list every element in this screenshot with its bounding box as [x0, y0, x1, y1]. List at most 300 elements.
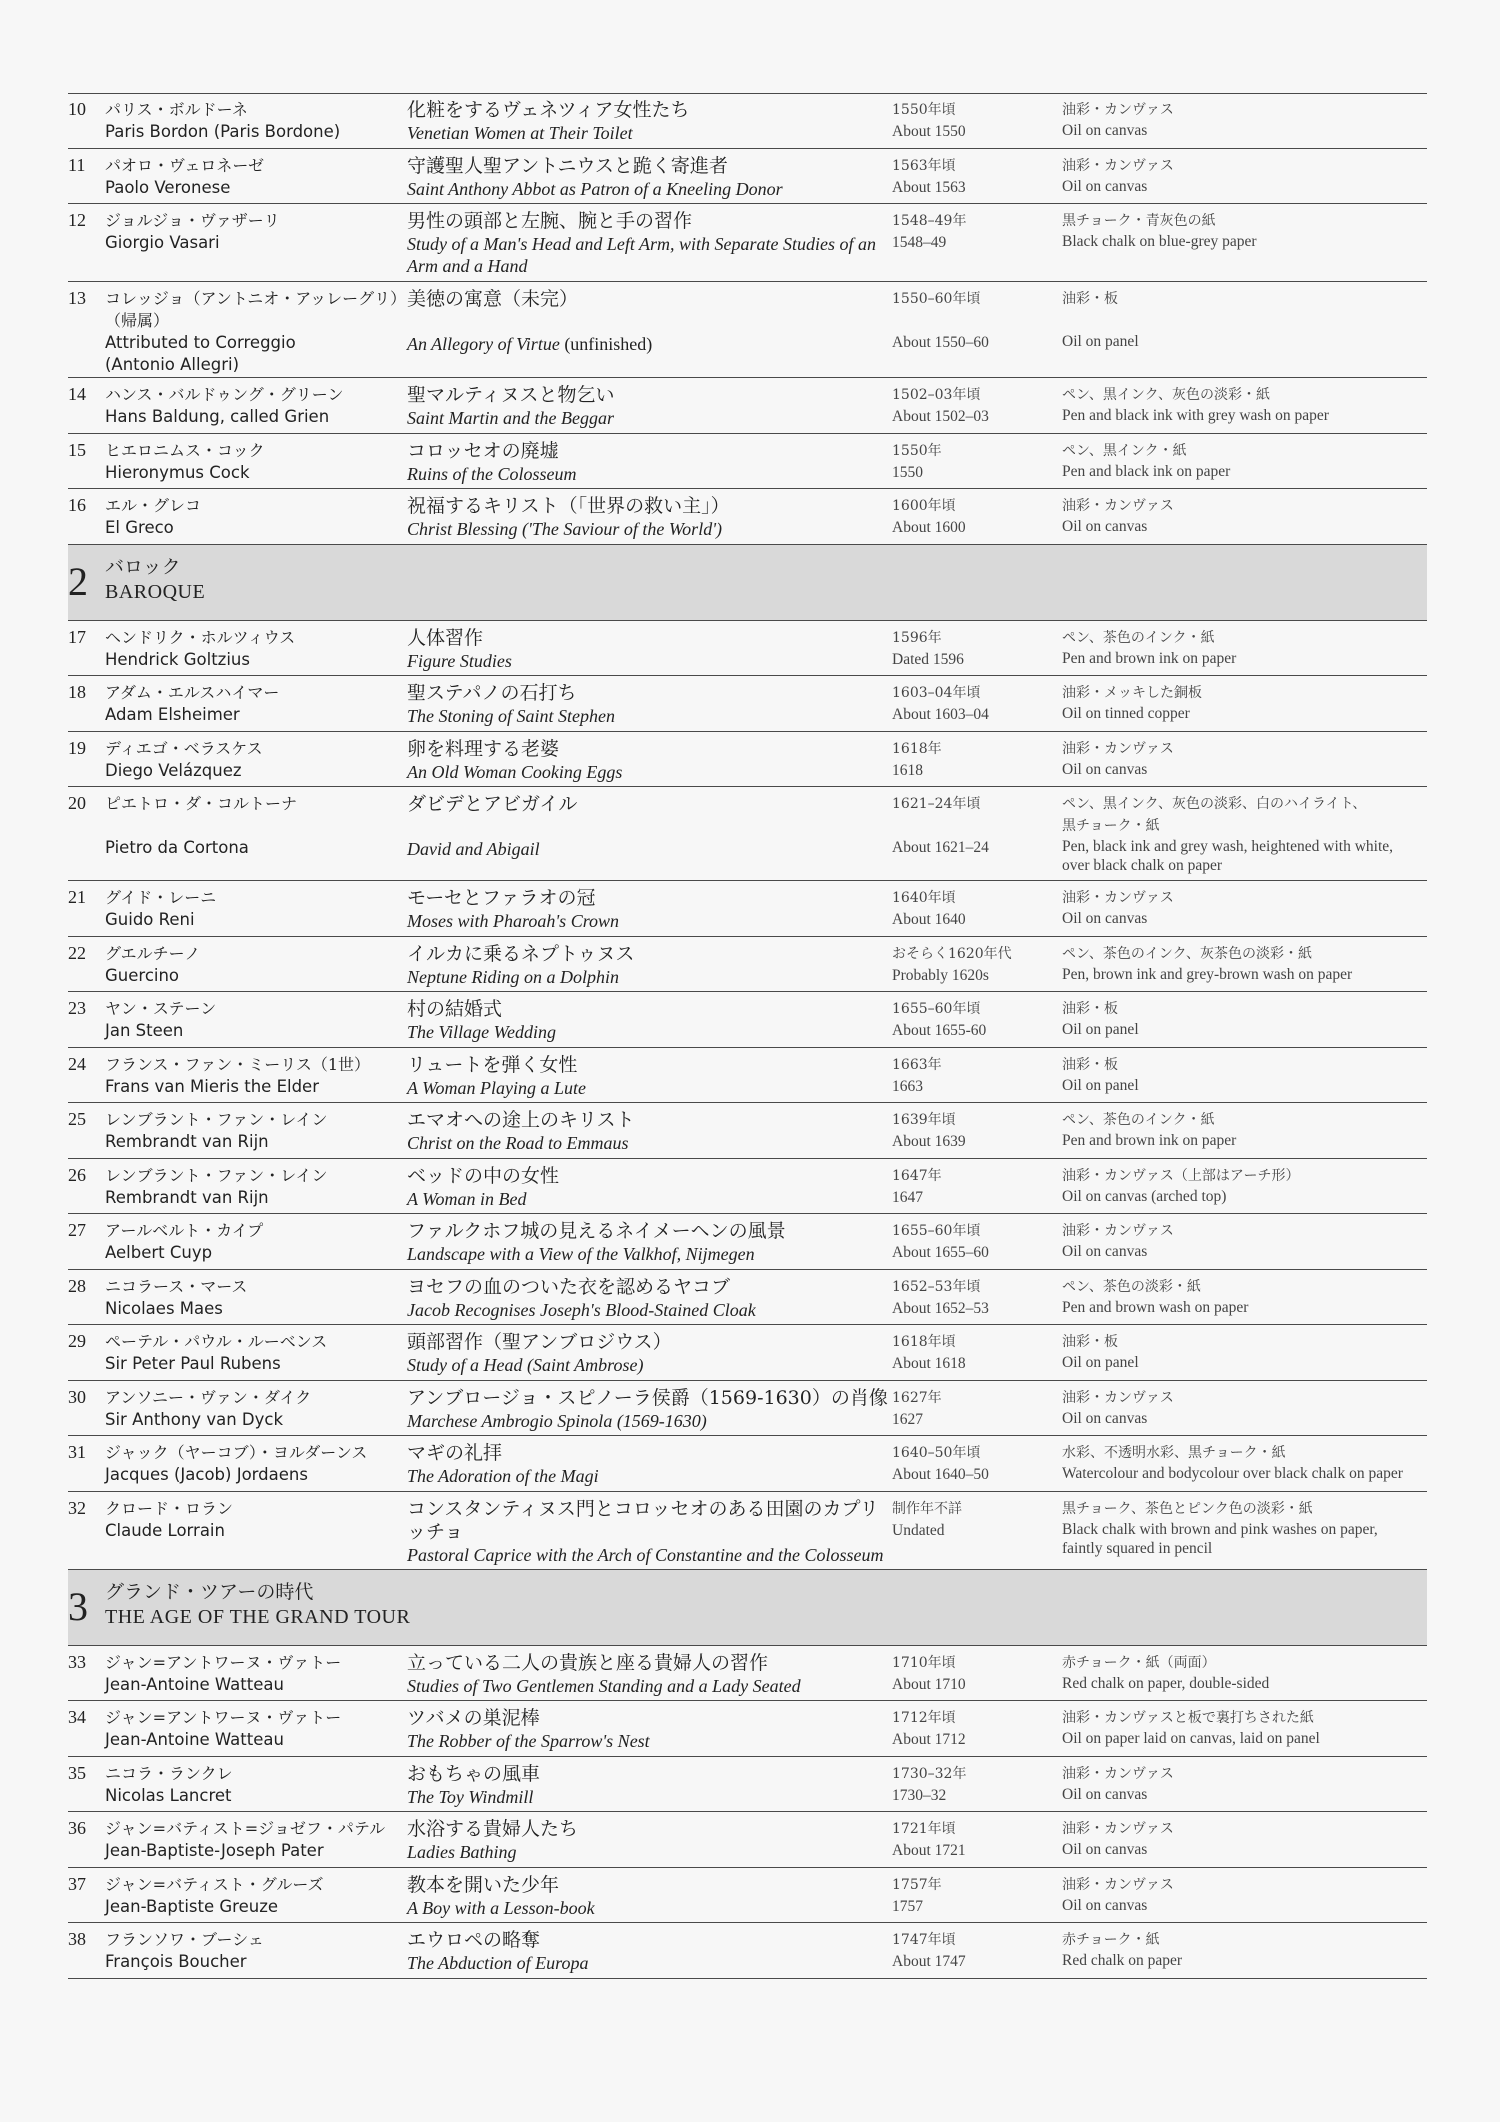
title-cell: [407, 787, 892, 880]
table-row: [68, 378, 1427, 434]
table-row: [68, 1270, 1427, 1326]
date-en: Dated 1596: [892, 650, 964, 668]
date-en: About 1655-60: [892, 1022, 987, 1039]
medium-en: Red chalk on paper, double-sided: [1062, 1674, 1270, 1692]
title-en: [407, 1132, 892, 1154]
catalogue-number: 29: [68, 1331, 86, 1351]
artist-cell: [105, 1381, 407, 1436]
artist-cell: [105, 1923, 407, 1978]
title-en: [407, 1675, 892, 1697]
artist-cell: [105, 1436, 407, 1491]
date-en: Undated: [892, 1521, 945, 1539]
title-en-text: Saint Anthony Abbot as Patron of a Kneeling Donor: [407, 178, 783, 199]
artist-name-ja: ニコラ・ランクレ: [105, 1763, 233, 1783]
title-en-text: The Village Wedding: [407, 1022, 556, 1042]
date-cell: [892, 93, 1062, 148]
date-en: About 1563: [892, 178, 966, 196]
medium-cell: [1062, 881, 1427, 936]
title-ja: 村の結婚式: [407, 998, 503, 1020]
title-en: [407, 1730, 892, 1752]
table-row: [68, 1923, 1427, 1979]
date-ja: 1627年: [892, 1389, 942, 1406]
medium-cell: [1062, 787, 1427, 880]
date-cell: [892, 1103, 1062, 1158]
title-en: [407, 1299, 892, 1321]
title-ja: ファルクホフ城の見えるネイメーヘンの風景: [407, 1220, 786, 1242]
artist-name-en: Rembrandt van Rijn: [105, 1187, 269, 1207]
title-en-text: Venetian Women at Their Toilet: [407, 123, 633, 143]
title-en-text: Ruins of the Colosseum: [407, 463, 577, 484]
artist-name-en: Sir Peter Paul Rubens: [105, 1354, 281, 1373]
date-cell: [892, 937, 1062, 992]
medium-cell: [1062, 489, 1427, 544]
artist-name-en: Jean-Baptiste-Joseph Pater: [105, 1841, 324, 1860]
title-en: [407, 233, 892, 277]
title-en-text: Study of a Head (Saint Ambrose): [407, 1355, 644, 1375]
title-ja: 聖マルティヌスと物乞い: [407, 384, 615, 406]
catalogue-number: 15: [68, 439, 86, 460]
artist-name-ja: アダム・エルスハイマー: [105, 683, 280, 702]
date-ja: 1655–60年頃: [892, 1001, 981, 1017]
medium-en: Oil on canvas: [1062, 518, 1148, 535]
title-en-text: The Toy Windmill: [407, 1786, 534, 1807]
title-ja: おもちゃの風車: [407, 1762, 541, 1785]
title-ja: 水浴する貴婦人たち: [407, 1818, 579, 1840]
title-cell: [407, 489, 892, 544]
title-en-suffix: (unfinished): [559, 334, 653, 354]
title-ja: 頭部習作（聖アンブロジウス）: [407, 1331, 672, 1353]
medium-en: Pen and brown ink on paper: [1062, 1132, 1237, 1149]
catalogue-number: 34: [68, 1707, 86, 1727]
medium-ja: 油彩・メッキした銅板: [1062, 685, 1202, 701]
section-number: 2: [68, 558, 88, 604]
medium-ja: ペン、黒インク・紙: [1062, 442, 1187, 459]
date-ja: 1712年頃: [892, 1710, 956, 1726]
catalogue-number: 21: [68, 887, 86, 907]
artist-cell: [105, 1646, 407, 1701]
catalogue-number: 23: [68, 998, 86, 1018]
date-en: About 1747: [892, 1953, 966, 1970]
artist-cell: [105, 1048, 407, 1103]
date-cell: [892, 1492, 1062, 1569]
catalogue-number: 20: [68, 793, 86, 813]
artist-cell: [105, 434, 407, 489]
section-titles: [105, 555, 205, 605]
medium-en: Oil on panel: [1062, 1021, 1139, 1038]
medium-cell: [1062, 1812, 1427, 1867]
date-ja: 1747年頃: [892, 1932, 956, 1948]
date-cell: [892, 1436, 1062, 1491]
date-ja: 1618年頃: [892, 1334, 956, 1350]
artist-cell: [105, 732, 407, 787]
date-en: About 1640–50: [892, 1466, 989, 1483]
catalogue-number: 31: [68, 1442, 86, 1462]
date-ja: 1550–60年頃: [892, 291, 981, 307]
medium-en: Oil on canvas: [1062, 1896, 1148, 1914]
date-cell: [892, 1048, 1062, 1103]
artist-cell: [105, 676, 407, 731]
title-cell: [407, 881, 892, 936]
medium-cell: [1062, 732, 1427, 787]
title-en: [407, 761, 892, 783]
title-cell: [407, 1492, 892, 1569]
medium-ja: 油彩・カンヴァス: [1062, 1223, 1174, 1239]
artist-cell: [105, 881, 407, 936]
artist-name-ja: ピエトロ・ダ・コルトーナ: [105, 794, 298, 813]
date-en: About 1621–24: [892, 839, 989, 856]
title-en-text: Study of a Man's Head and Left Arm, with Separate Studies of an Arm and a Hand: [407, 234, 876, 276]
section-header: [68, 545, 1427, 621]
title-cell: [407, 282, 892, 377]
date-en: About 1710: [892, 1675, 966, 1693]
title-en-text: The Robber of the Sparrow's Nest: [407, 1731, 650, 1751]
catalogue-number: 30: [68, 1386, 86, 1407]
catalogue-number: 19: [68, 737, 86, 758]
date-en: 1757: [892, 1897, 923, 1915]
artist-name-en: Aelbert Cuyp: [105, 1243, 213, 1262]
date-cell: [892, 621, 1062, 676]
title-cell: [407, 621, 892, 676]
medium-ja: ペン、茶色のインク・紙: [1062, 1112, 1215, 1128]
title-en-text: Moses with Pharoah's Crown: [407, 911, 620, 931]
title-cell: [407, 149, 892, 204]
medium-en: Black chalk with brown and pink washes on paper, faintly squared in pencil: [1062, 1520, 1378, 1557]
medium-cell: [1062, 1923, 1427, 1978]
catalogue-number: 36: [68, 1818, 86, 1838]
date-ja: 1548–49年: [892, 213, 967, 229]
medium-ja: 油彩・カンヴァス: [1062, 740, 1174, 757]
date-cell: [892, 1868, 1062, 1923]
medium-cell: [1062, 1701, 1427, 1756]
artist-name-en: Frans van Mieris the Elder: [105, 1076, 319, 1096]
artist-cell: [105, 1159, 407, 1214]
artist-name-ja: ディエゴ・ベラスケス: [105, 738, 263, 758]
date-en: About 1600: [892, 519, 966, 536]
date-cell: [892, 1923, 1062, 1978]
medium-ja: ペン、茶色のインク・紙: [1062, 629, 1215, 646]
medium-cell: [1062, 1103, 1427, 1158]
medium-ja: 油彩・板: [1062, 1056, 1118, 1073]
artist-name-en: El Greco: [105, 518, 174, 537]
artist-name-en: Sir Anthony van Dyck: [105, 1409, 283, 1429]
title-en-text: Studies of Two Gentlemen Standing and a Lady Seated: [407, 1675, 801, 1696]
table-row: [68, 937, 1427, 993]
artist-name-ja: ジャン=アントワーヌ・ヴァトー: [105, 1652, 342, 1672]
title-ja: 守護聖人聖アントニウスと跪く寄進者: [407, 154, 728, 177]
medium-en: Oil on canvas: [1062, 1243, 1148, 1260]
medium-ja: 油彩・カンヴァス: [1062, 890, 1174, 906]
title-en-text: Jacob Recognises Joseph's Blood-Stained Cloak: [407, 1299, 756, 1320]
title-cell: [407, 1923, 892, 1978]
date-cell: [892, 1381, 1062, 1436]
date-cell: [892, 787, 1062, 880]
medium-cell: [1062, 1868, 1427, 1923]
date-en: About 1721: [892, 1842, 966, 1859]
medium-en: Watercolour and bodycolour over black chalk on paper: [1062, 1465, 1403, 1482]
table-row: [68, 1812, 1427, 1868]
artist-cell: [105, 204, 407, 281]
medium-en: Oil on panel: [1062, 1354, 1139, 1371]
title-cell: [407, 1381, 892, 1436]
medium-cell: [1062, 434, 1427, 489]
medium-cell: [1062, 676, 1427, 731]
catalogue-number: 10: [68, 99, 86, 119]
title-en: [407, 1243, 892, 1265]
date-cell: [892, 434, 1062, 489]
title-cell: [407, 1868, 892, 1923]
date-cell: [892, 1757, 1062, 1812]
artist-name-ja: レンブラント・ファン・レイン: [105, 1165, 328, 1185]
table-row: [68, 1492, 1427, 1570]
catalogue-number: 18: [68, 682, 86, 702]
artist-name-ja: ジャン=バティスト=ジョゼフ・パテル: [105, 1819, 386, 1838]
title-en-text: A Woman Playing a Lute: [407, 1077, 586, 1098]
date-ja: 1710年頃: [892, 1654, 956, 1671]
date-cell: [892, 378, 1062, 433]
artist-name-en: Rembrandt van Rijn: [105, 1132, 269, 1151]
title-en-text: The Adoration of the Magi: [407, 1466, 599, 1486]
medium-ja: 油彩・カンヴァス: [1062, 1876, 1174, 1893]
section-number: 3: [68, 1583, 88, 1629]
date-en: 1663: [892, 1077, 923, 1095]
title-en: [407, 1021, 892, 1043]
table-row: [68, 1214, 1427, 1270]
catalogue-number: 38: [68, 1929, 86, 1949]
artist-cell: [105, 1325, 407, 1380]
title-en-text: Marchese Ambrogio Spinola (1569-1630): [407, 1410, 707, 1431]
medium-en: Oil on canvas: [1062, 122, 1148, 139]
catalogue-number: 37: [68, 1873, 86, 1894]
medium-cell: [1062, 1325, 1427, 1380]
title-cell: [407, 937, 892, 992]
artist-name-en: Jean-Antoine Watteau: [105, 1674, 284, 1694]
section-titles: [105, 1580, 410, 1630]
date-ja: 制作年不詳: [892, 1500, 962, 1517]
title-cell: [407, 93, 892, 148]
title-ja: イルカに乗るネプトゥヌス: [407, 942, 635, 965]
artist-name-en: Nicolas Lancret: [105, 1785, 232, 1805]
medium-en: Oil on canvas: [1062, 760, 1148, 778]
title-cell: [407, 204, 892, 281]
title-en: [407, 1410, 892, 1432]
table-row: [68, 1381, 1427, 1437]
artwork-list: [68, 93, 1427, 1979]
artist-name-en: Claude Lorrain: [105, 1520, 225, 1540]
date-ja: 1640年頃: [892, 890, 956, 906]
title-en: [407, 1354, 892, 1376]
table-row: [68, 282, 1427, 378]
artist-cell: [105, 378, 407, 433]
title-ja: ベッドの中の女性: [407, 1164, 560, 1187]
date-en: About 1655–60: [892, 1244, 989, 1261]
table-row: [68, 204, 1427, 282]
table-row: [68, 787, 1427, 881]
title-en: [407, 910, 892, 932]
table-row: [68, 676, 1427, 732]
table-row: [68, 1325, 1427, 1381]
medium-cell: [1062, 1048, 1427, 1103]
catalogue-number: 28: [68, 1275, 86, 1296]
artist-name-en: Giorgio Vasari: [105, 233, 220, 252]
title-en: [407, 122, 892, 144]
title-en-text: Neptune Riding on a Dolphin: [407, 966, 619, 987]
table-row: [68, 93, 1427, 149]
title-en: [407, 1897, 892, 1919]
catalogue-number: 25: [68, 1109, 86, 1129]
artist-name-en: Guercino: [105, 965, 180, 985]
date-ja: 1563年頃: [892, 157, 956, 174]
artist-name-en: Guido Reni: [105, 910, 195, 929]
artist-name-ja: ジャン=アントワーヌ・ヴァトー: [105, 1708, 342, 1727]
catalogue-number: 11: [68, 154, 86, 175]
catalogue-number: 12: [68, 210, 86, 230]
artist-name-en: Paolo Veronese: [105, 177, 231, 197]
title-ja: エマオへの途上のキリスト: [407, 1109, 635, 1131]
date-ja: おそらく1620年代: [892, 945, 1012, 962]
artist-name-ja: ハンス・バルドゥング・グリーン: [105, 385, 344, 404]
artist-cell: [105, 992, 407, 1047]
title-ja: マギの礼拝: [407, 1442, 503, 1464]
title-en-text: Christ Blessing ('The Saviour of the World'): [407, 519, 723, 539]
title-cell: [407, 1159, 892, 1214]
artist-name-ja: フランソワ・ブーシェ: [105, 1930, 264, 1949]
medium-ja: 黒チョーク、茶色とピンク色の淡彩・紙: [1062, 1500, 1313, 1517]
medium-cell: [1062, 1270, 1427, 1325]
table-row: [68, 732, 1427, 788]
medium-en: Black chalk on blue-grey paper: [1062, 233, 1257, 250]
artist-cell: [105, 787, 407, 880]
title-ja: エウロペの略奪: [407, 1929, 541, 1951]
date-cell: [892, 1325, 1062, 1380]
date-en: Probably 1620s: [892, 966, 989, 984]
title-ja: モーセとファラオの冠: [407, 887, 596, 909]
date-en: About 1603–04: [892, 706, 989, 723]
medium-ja: 水彩、不透明水彩、黒チョーク・紙: [1062, 1445, 1286, 1461]
date-ja: 1596年: [892, 629, 942, 646]
medium-ja: 黒チョーク・青灰色の紙: [1062, 213, 1216, 229]
date-cell: [892, 1646, 1062, 1701]
artist-name-ja: ジャック（ヤーコブ）・ヨルダーンス: [105, 1443, 368, 1462]
date-cell: [892, 992, 1062, 1047]
artist-name-ja: グエルチーノ: [105, 943, 201, 963]
title-en: [407, 650, 892, 672]
title-en: [407, 1841, 892, 1863]
date-cell: [892, 489, 1062, 544]
table-row: [68, 1103, 1427, 1159]
medium-cell: [1062, 1757, 1427, 1812]
medium-ja: ペン、茶色のインク、灰茶色の淡彩・紙: [1062, 945, 1313, 962]
artist-name-ja: ペーテル・パウル・ルーベンス: [105, 1332, 328, 1351]
artist-name-ja: グイド・レーニ: [105, 888, 217, 907]
title-en-text: Ladies Bathing: [407, 1842, 517, 1862]
medium-ja: 油彩・カンヴァス: [1062, 1821, 1174, 1837]
title-en: [407, 966, 892, 988]
artist-name-en: Paris Bordon (Paris Bordone): [105, 122, 341, 141]
table-row: [68, 1436, 1427, 1492]
table-row: [68, 1868, 1427, 1924]
medium-cell: [1062, 149, 1427, 204]
medium-cell: [1062, 93, 1427, 148]
medium-cell: [1062, 282, 1427, 377]
date-ja: 1730–32年: [892, 1765, 967, 1782]
title-en: [407, 518, 892, 540]
date-en: About 1550–60: [892, 334, 989, 351]
date-en: 1730–32: [892, 1786, 947, 1804]
date-ja: 1550年: [892, 442, 942, 459]
section-title-en: BAROQUE: [105, 580, 206, 603]
title-en: [407, 333, 892, 355]
title-en: [407, 407, 892, 429]
artist-cell: [105, 1492, 407, 1569]
title-cell: [407, 1757, 892, 1812]
title-cell: [407, 1701, 892, 1756]
medium-en: Oil on panel: [1062, 1076, 1139, 1094]
artist-name-ja: クロード・ロラン: [105, 1498, 234, 1518]
medium-en: Red chalk on paper: [1062, 1952, 1183, 1969]
date-ja: 1600年頃: [892, 498, 956, 514]
medium-en: Pen and black ink on paper: [1062, 462, 1231, 480]
artist-cell: [105, 1214, 407, 1269]
date-cell: [892, 1812, 1062, 1867]
title-ja: 人体習作: [407, 626, 484, 649]
medium-ja: 油彩・板: [1062, 1334, 1118, 1350]
medium-cell: [1062, 1159, 1427, 1214]
date-en: 1618: [892, 761, 923, 779]
title-en-text: An Allegory of Virtue: [407, 334, 560, 354]
title-en: [407, 705, 892, 727]
section-title-en: THE AGE OF THE GRAND TOUR: [105, 1605, 411, 1628]
medium-en: Oil on canvas (arched top): [1062, 1187, 1227, 1205]
artist-name-ja: パリス・ボルドーネ: [105, 100, 248, 119]
title-en-text: A Boy with a Lesson-book: [407, 1897, 595, 1918]
title-ja: 教本を開いた少年: [407, 1873, 560, 1896]
table-row: [68, 1757, 1427, 1813]
date-cell: [892, 1701, 1062, 1756]
table-row: [68, 621, 1427, 677]
catalogue-number: 14: [68, 384, 86, 404]
date-cell: [892, 1270, 1062, 1325]
date-en: 1548–49: [892, 234, 947, 251]
medium-cell: [1062, 1492, 1427, 1569]
catalogue-number: 32: [68, 1497, 86, 1518]
title-cell: [407, 1270, 892, 1325]
artist-name-ja: アールベルト・カイプ: [105, 1221, 264, 1240]
artist-cell: [105, 93, 407, 148]
title-en-text: Christ on the Road to Emmaus: [407, 1133, 629, 1153]
title-en: [407, 178, 892, 200]
medium-cell: [1062, 1381, 1427, 1436]
medium-cell: [1062, 1436, 1427, 1491]
artist-cell: [105, 489, 407, 544]
date-en: 1627: [892, 1410, 923, 1428]
title-cell: [407, 434, 892, 489]
catalogue-number: 22: [68, 942, 86, 963]
date-cell: [892, 282, 1062, 377]
title-ja: ダビデとアビガイル: [407, 793, 578, 815]
title-ja: 美徳の寓意（未完）: [407, 288, 579, 310]
medium-cell: [1062, 1214, 1427, 1269]
title-cell: [407, 1646, 892, 1701]
date-en: About 1618: [892, 1355, 966, 1372]
title-ja: 祝福するキリスト（「世界の救い主」）: [407, 495, 730, 517]
artist-name-ja: ヘンドリク・ホルツィウス: [105, 627, 296, 647]
catalogue-number: 13: [68, 288, 86, 308]
table-row: [68, 881, 1427, 937]
date-en: About 1639: [892, 1133, 966, 1150]
title-en: [407, 1465, 892, 1487]
table-row: [68, 1159, 1427, 1215]
date-cell: [892, 881, 1062, 936]
